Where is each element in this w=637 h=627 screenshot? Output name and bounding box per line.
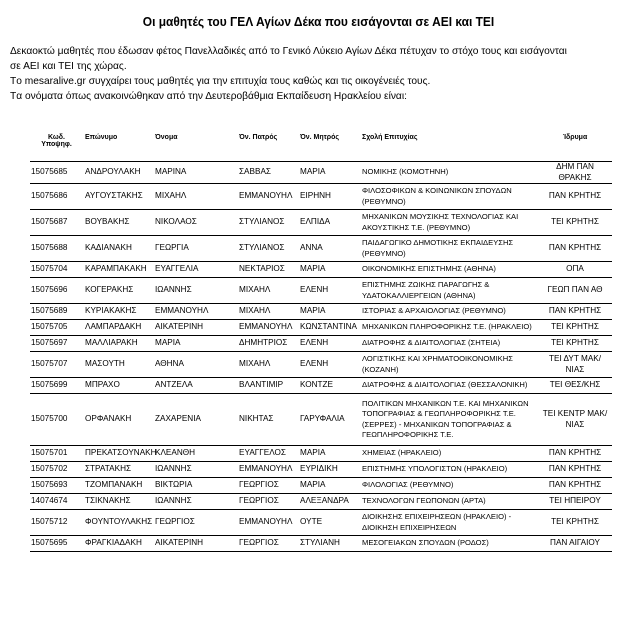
candidate-code-cell: 15075696 <box>30 278 83 304</box>
candidate-code-cell: 15075712 <box>30 510 83 536</box>
institution-cell: ΠΑΝ ΚΡΗΤΗΣ <box>538 236 612 262</box>
institution-cell: ΠΑΝ ΑΙΓΑΙΟΥ <box>538 536 612 552</box>
school-cell: ΛΟΓΙΣΤΙΚΗΣ ΚΑΙ ΧΡΗΜΑΤΟΟΙΚΟΝΟΜΙΚΗΣ (ΚΟΖΑΝΗ) <box>360 352 538 378</box>
table-row <box>30 262 612 278</box>
institution-cell: ΠΑΝ ΚΡΗΤΗΣ <box>538 304 612 320</box>
father-name-cell: ΣΑΒΒΑΣ <box>237 162 298 184</box>
table-row <box>30 352 612 378</box>
mother-name-cell: ΕΛΕΝΗ <box>298 336 360 352</box>
surname-cell: ΚΑΔΙΑΝΑΚΗ <box>83 236 153 262</box>
surname-cell: ΑΝΔΡΟΥΛΑΚΗ <box>83 162 153 184</box>
surname-cell: ΒΟΥΒΑΚΗΣ <box>83 210 153 236</box>
school-cell: ΝΟΜΙΚΗΣ (ΚΟΜΟΤΗΝΗ) <box>360 162 538 184</box>
father-name-cell: ΣΤΥΛΙΑΝΟΣ <box>237 236 298 262</box>
institution-cell: ΤΕΙ ΚΡΗΤΗΣ <box>538 320 612 336</box>
table-row <box>30 184 612 210</box>
school-cell: ΟΙΚΟΝΟΜΙΚΗΣ ΕΠΙΣΤΗΜΗΣ (ΑΘΗΝΑ) <box>360 262 538 278</box>
school-cell: ΔΙΟΙΚΗΣΗΣ ΕΠΙΧΕΙΡΗΣΕΩΝ (ΗΡΑΚΛΕΙΟ) - ΔΙΟΙΚΗΣΗ ΕΠΙΧΕΙΡΗΣΕΩΝ <box>360 510 538 536</box>
institution-cell: ΓΕΩΠ ΠΑΝ ΑΘ <box>538 278 612 304</box>
first-name-cell: ΖΑΧΑΡΕΝΙΑ <box>153 394 237 446</box>
students-table <box>30 131 612 552</box>
father-name-cell: ΕΜΜΑΝΟΥΗΛ <box>237 510 298 536</box>
intro-line: Tο mesaralive.gr συγχαίρει τους μαθητές για την επιτυχία τους καθώς και τις οικογένειές τους. <box>10 76 431 87</box>
table-row <box>30 462 612 478</box>
first-name-cell: ΑΝΤΖΕΛΑ <box>153 378 237 394</box>
institution-cell: ΤΕΙ ΗΠΕΙΡΟΥ <box>538 494 612 510</box>
father-name-cell: ΜΙΧΑΗΛ <box>237 278 298 304</box>
father-name-cell: ΓΕΩΡΓΙΟΣ <box>237 536 298 552</box>
candidate-code-cell: 15075693 <box>30 478 83 494</box>
mother-name-cell: ΜΑΡΙΑ <box>298 162 360 184</box>
school-cell: ΔΙΑΤΡΟΦΗΣ & ΔΙΑΙΤΟΛΟΓΙΑΣ (ΣΗΤΕΙΑ) <box>360 336 538 352</box>
institution-cell: ΟΠΑ <box>538 262 612 278</box>
candidate-code-cell: 15075702 <box>30 462 83 478</box>
father-name-cell: ΕΜΜΑΝΟΥΗΛ <box>237 320 298 336</box>
mother-name-cell: ΑΝΝΑ <box>298 236 360 262</box>
first-name-cell: ΑΙΚΑΤΕΡΙΝΗ <box>153 536 237 552</box>
surname-cell: ΜΠΡΑΧΟ <box>83 378 153 394</box>
mother-name-cell: ΜΑΡΙΑ <box>298 304 360 320</box>
surname-cell: ΣΤΡΑΤΑΚΗΣ <box>83 462 153 478</box>
school-cell: ΦΙΛΟΣΟΦΙΚΩΝ & ΚΟΙΝΩΝΙΚΩΝ ΣΠΟΥΔΩΝ (ΡΕΘΥΜΝΟ) <box>360 184 538 210</box>
table-row <box>30 378 612 394</box>
intro-text <box>10 44 630 104</box>
surname-cell: ΦΟΥΝΤΟΥΛΑΚΗΣ <box>83 510 153 536</box>
mother-name-cell: ΚΩΝΣΤΑΝΤΙΝΑ <box>298 320 360 336</box>
father-name-cell: ΕΜΜΑΝΟΥΗΛ <box>237 184 298 210</box>
institution-cell: ΠΑΝ ΚΡΗΤΗΣ <box>538 462 612 478</box>
mother-name-cell: ΚΟΝΤΖΕ <box>298 378 360 394</box>
father-name-cell: ΔΗΜΗΤΡΙΟΣ <box>237 336 298 352</box>
surname-cell: ΠΡΕΚΑΤΣΟΥΝΑΚΗ <box>83 446 153 462</box>
surname-cell: ΚΑΡΑΜΠΑΚΑΚΗ <box>83 262 153 278</box>
father-name-cell: ΓΕΩΡΓΙΟΣ <box>237 478 298 494</box>
page-title: Οι μαθητές του ΓΕΛ Αγίων Δέκα που εισάγονται σε ΑΕΙ και ΤΕΙ <box>142 14 495 29</box>
table-row <box>30 320 612 336</box>
candidate-code-cell: 15075686 <box>30 184 83 210</box>
father-name-cell: ΝΙΚΗΤΑΣ <box>237 394 298 446</box>
header-first-name: Όνομα <box>153 131 237 162</box>
father-name-cell: ΜΙΧΑΗΛ <box>237 304 298 320</box>
table-row <box>30 394 612 446</box>
school-cell: ΜΗΧΑΝΙΚΩΝ ΠΛΗΡΟΦΟΡΙΚΗΣ Τ.Ε. (ΗΡΑΚΛΕΙΟ) <box>360 320 538 336</box>
candidate-code-cell: 15075697 <box>30 336 83 352</box>
school-cell: ΠΑΙΔΑΓΩΓΙΚΟ ΔΗΜΟΤΙΚΗΣ ΕΚΠΑΙΔΕΥΣΗΣ (ΡΕΘΥΜΝΟ) <box>360 236 538 262</box>
school-cell: ΜΗΧΑΝΙΚΩΝ ΜΟΥΣΙΚΗΣ ΤΕΧΝΟΛΟΓΙΑΣ ΚΑΙ ΑΚΟΥΣΤΙΚΗΣ Τ.Ε. (ΡΕΘΥΜΝΟ) <box>360 210 538 236</box>
school-cell: ΕΠΙΣΤΗΜΗΣ ΖΩΙΚΗΣ ΠΑΡΑΓΩΓΗΣ & ΥΔΑΤΟΚΑΛΛΙΕΡΓΕΙΩΝ (ΑΘΗΝΑ) <box>360 278 538 304</box>
header-mother-name: Όν. Μητρός <box>298 131 360 162</box>
institution-cell: ΤΕΙ ΔΥΤ ΜΑΚ/ΝΙΑΣ <box>538 352 612 378</box>
first-name-cell: ΕΜΜΑΝΟΥΗΛ <box>153 304 237 320</box>
mother-name-cell: ΜΑΡΙΑ <box>298 478 360 494</box>
table-row <box>30 446 612 462</box>
institution-cell: ΤΕΙ ΚΡΗΤΗΣ <box>538 510 612 536</box>
candidate-code-cell: 15075687 <box>30 210 83 236</box>
institution-cell: ΔΗΜ ΠΑΝ ΘΡΑΚΗΣ <box>538 162 612 184</box>
candidate-code-cell: 15075707 <box>30 352 83 378</box>
table-row <box>30 494 612 510</box>
institution-cell: ΠΑΝ ΚΡΗΤΗΣ <box>538 446 612 462</box>
first-name-cell: ΜΑΡΙΝΑ <box>153 162 237 184</box>
institution-cell: ΤΕΙ ΚΡΗΤΗΣ <box>538 210 612 236</box>
father-name-cell: ΝΕΚΤΑΡΙΟΣ <box>237 262 298 278</box>
first-name-cell: ΕΥΑΓΓΕΛΙΑ <box>153 262 237 278</box>
surname-cell: ΤΣΙΚΝΑΚΗΣ <box>83 494 153 510</box>
mother-name-cell: ΜΑΡΙΑ <box>298 262 360 278</box>
first-name-cell: ΝΙΚΟΛΑΟΣ <box>153 210 237 236</box>
surname-cell: ΜΑΣΟΥΤΗ <box>83 352 153 378</box>
header-surname: Επώνυμο <box>83 131 153 162</box>
table-row <box>30 278 612 304</box>
header-row <box>30 131 612 162</box>
school-cell: ΔΙΑΤΡΟΦΗΣ & ΔΙΑΙΤΟΛΟΓΙΑΣ (ΘΕΣΣΑΛΟΝΙΚΗ) <box>360 378 538 394</box>
mother-name-cell: ΕΛΕΝΗ <box>298 278 360 304</box>
header-institution: Ίδρυμα <box>538 131 612 162</box>
candidate-code-cell: 14074674 <box>30 494 83 510</box>
table-row <box>30 236 612 262</box>
first-name-cell: ΜΑΡΙΑ <box>153 336 237 352</box>
father-name-cell: ΣΤΥΛΙΑΝΟΣ <box>237 210 298 236</box>
first-name-cell: ΙΩΑΝΝΗΣ <box>153 494 237 510</box>
candidate-code-cell: 15075705 <box>30 320 83 336</box>
header-father-name: Όν. Πατρός <box>237 131 298 162</box>
school-cell: ΕΠΙΣΤΗΜΗΣ ΥΠΟΛΟΓΙΣΤΩΝ (ΗΡΑΚΛΕΙΟ) <box>360 462 538 478</box>
table-row <box>30 210 612 236</box>
institution-cell: ΤΕΙ ΘΕΣ/ΚΗΣ <box>538 378 612 394</box>
table-row <box>30 478 612 494</box>
first-name-cell: ΑΙΚΑΤΕΡΙΝΗ <box>153 320 237 336</box>
surname-cell: ΚΟΓΕΡΑΚΗΣ <box>83 278 153 304</box>
school-cell: ΙΣΤΟΡΙΑΣ & ΑΡΧΑΙΟΛΟΓΙΑΣ (ΡΕΘΥΜΝΟ) <box>360 304 538 320</box>
institution-cell: ΠΑΝ ΚΡΗΤΗΣ <box>538 478 612 494</box>
surname-cell: ΦΡΑΓΚΙΑΔΑΚΗ <box>83 536 153 552</box>
surname-cell: ΑΥΓΟΥΣΤΑΚΗΣ <box>83 184 153 210</box>
candidate-code-cell: 15075701 <box>30 446 83 462</box>
candidate-code-cell: 15075704 <box>30 262 83 278</box>
first-name-cell: ΙΩΑΝΝΗΣ <box>153 278 237 304</box>
father-name-cell: ΓΕΩΡΓΙΟΣ <box>237 494 298 510</box>
mother-name-cell: ΕΛΕΝΗ <box>298 352 360 378</box>
mother-name-cell: ΣΤΥΛΙΑΝΗ <box>298 536 360 552</box>
surname-cell: ΜΑΛΛΙΑΡΑΚΗ <box>83 336 153 352</box>
table-row <box>30 162 612 184</box>
candidate-code-cell: 15075689 <box>30 304 83 320</box>
intro-line: σε ΑΕΙ και ΤΕΙ της χώρας. <box>10 61 127 72</box>
header-school: Σχολή Επιτυχίας <box>360 131 538 162</box>
first-name-cell: ΚΛΕΑΝΘΗ <box>153 446 237 462</box>
intro-line: Tα ονόματα όπως ανακοινώθηκαν από την Δευτεροβάθμια Εκπαίδευση Ηρακλείου είναι: <box>10 91 407 102</box>
mother-name-cell: ΓΑΡΥΦΑΛΙΑ <box>298 394 360 446</box>
first-name-cell: ΙΩΑΝΝΗΣ <box>153 462 237 478</box>
surname-cell: ΚΥΡΙΑΚΑΚΗΣ <box>83 304 153 320</box>
mother-name-cell: ΑΛΕΞΑΝΔΡΑ <box>298 494 360 510</box>
first-name-cell: ΜΙΧΑΗΛ <box>153 184 237 210</box>
first-name-cell: ΓΕΩΡΓΙΟΣ <box>153 510 237 536</box>
mother-name-cell: ΟΥΤΕ <box>298 510 360 536</box>
candidate-code-cell: 15075695 <box>30 536 83 552</box>
header-candidate-code: Κωδ. Υποψηφ. <box>30 131 83 162</box>
table-row <box>30 336 612 352</box>
mother-name-cell: ΜΑΡΙΑ <box>298 446 360 462</box>
first-name-cell: ΓΕΩΡΓΙΑ <box>153 236 237 262</box>
first-name-cell: ΒΙΚΤΩΡΙΑ <box>153 478 237 494</box>
surname-cell: ΤΖΟΜΠΑΝΑΚΗ <box>83 478 153 494</box>
school-cell: ΧΗΜΕΙΑΣ (ΗΡΑΚΛΕΙΟ) <box>360 446 538 462</box>
mother-name-cell: ΕΥΡΙΔΙΚΗ <box>298 462 360 478</box>
father-name-cell: ΕΥΑΓΓΕΛΟΣ <box>237 446 298 462</box>
surname-cell: ΛΑΜΠΑΡΔΑΚΗ <box>83 320 153 336</box>
table-body <box>30 162 612 552</box>
mother-name-cell: ΕΙΡΗΝΗ <box>298 184 360 210</box>
intro-line: Δεκαοκτώ μαθητές που έδωσαν φέτος Πανελλαδικές από το Γενικό Λύκειο Αγίων Δέκα πέτυχαν το στόχο τους και εισάγονται <box>10 46 567 57</box>
father-name-cell: ΜΙΧΑΗΛ <box>237 352 298 378</box>
school-cell: ΜΕΣΟΓΕΙΑΚΩΝ ΣΠΟΥΔΩΝ (ΡΟΔΟΣ) <box>360 536 538 552</box>
father-name-cell: ΒΛΑΝΤΙΜΙΡ <box>237 378 298 394</box>
candidate-code-cell: 15075685 <box>30 162 83 184</box>
mother-name-cell: ΕΛΠΙΔΑ <box>298 210 360 236</box>
school-cell: ΤΕΧΝΟΛΟΓΩΝ ΓΕΩΠΟΝΩΝ (ΑΡΤΑ) <box>360 494 538 510</box>
school-cell: ΠΟΛΙΤΙΚΩΝ ΜΗΧΑΝΙΚΩΝ Τ.Ε. ΚΑΙ ΜΗΧΑΝΙΚΩΝ ΤΟΠΟΓΡΑΦΙΑΣ & ΓΕΩΠΛΗΡΟΦΟΡΙΚΗΣ Τ.Ε. (ΣΕΡΡΕΣ) - ΜΗΧΑΝΙΚΩΝ ΤΟΠΟΓΡΑΦΙΑΣ & ΓΕΩΠΛΗΡΟΦΟΡΙΚΗΣ Τ.Ε. <box>360 394 538 446</box>
table-header <box>30 131 612 162</box>
father-name-cell: ΕΜΜΑΝΟΥΗΛ <box>237 462 298 478</box>
surname-cell: ΟΡΦΑΝΑΚΗ <box>83 394 153 446</box>
table-row <box>30 510 612 536</box>
candidate-code-cell: 15075700 <box>30 394 83 446</box>
school-cell: ΦΙΛΟΛΟΓΙΑΣ (ΡΕΘΥΜΝΟ) <box>360 478 538 494</box>
institution-cell: ΤΕΙ ΚΡΗΤΗΣ <box>538 336 612 352</box>
table-row <box>30 536 612 552</box>
candidate-code-cell: 15075688 <box>30 236 83 262</box>
candidate-code-cell: 15075699 <box>30 378 83 394</box>
institution-cell: ΠΑΝ ΚΡΗΤΗΣ <box>538 184 612 210</box>
table-row <box>30 304 612 320</box>
institution-cell: ΤΕΙ ΚΕΝΤΡ ΜΑΚ/ΝΙΑΣ <box>538 394 612 446</box>
first-name-cell: ΑΘΗΝΑ <box>153 352 237 378</box>
